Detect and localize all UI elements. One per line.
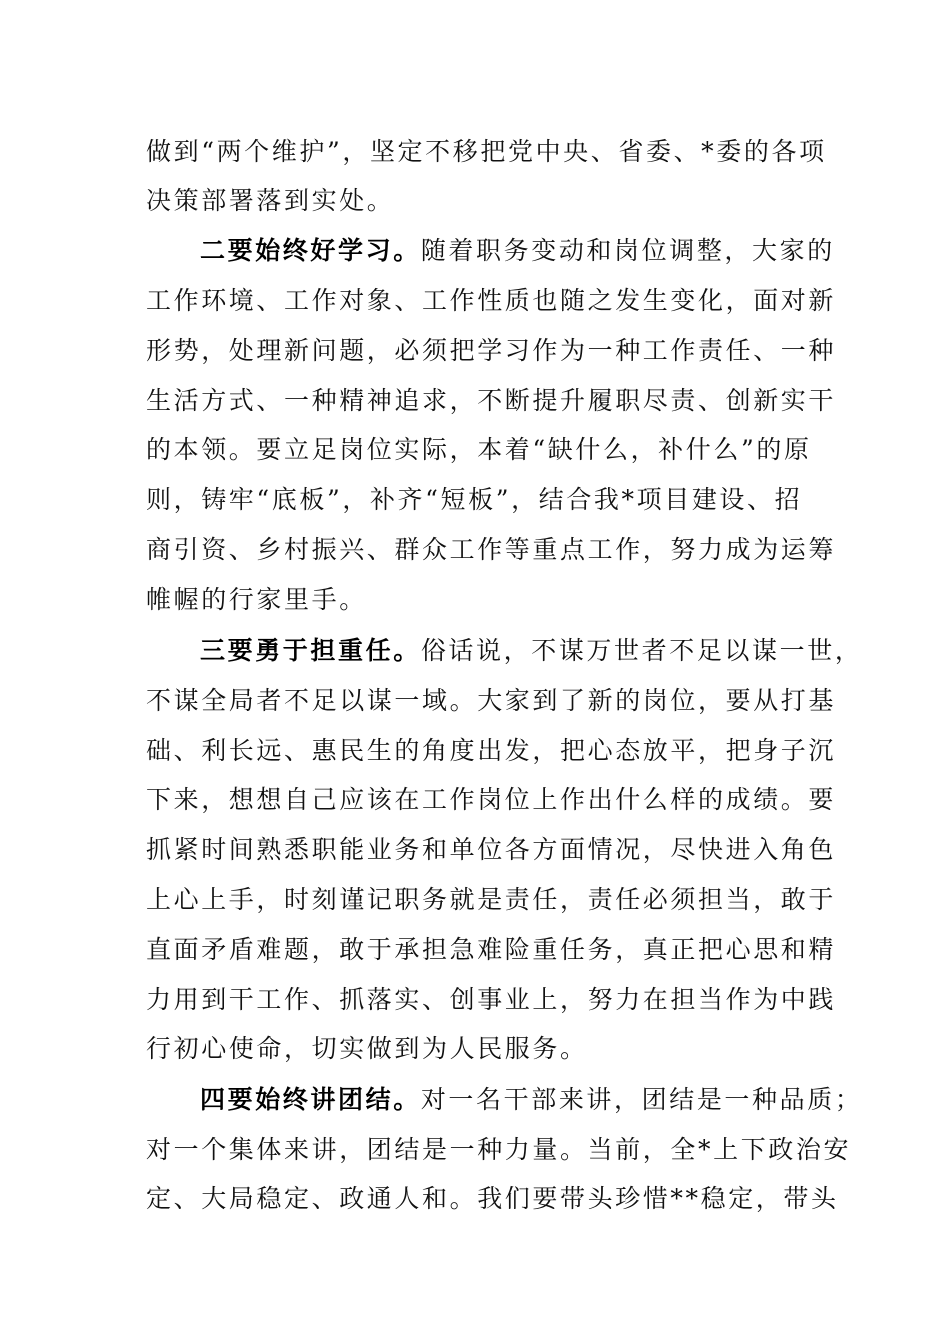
line-text: 抓紧时间熟悉职能业务和单位各方面情况，尽快进入角色 bbox=[146, 835, 837, 864]
text-line bbox=[146, 535, 836, 565]
paragraph-first-line bbox=[200, 236, 835, 266]
line-text: 工作环境、工作对象、工作性质也随之发生变化，面对新 bbox=[146, 286, 837, 315]
line-text: 生活方式、一种精神追求，不断提升履职尽责、创新实干 bbox=[146, 386, 837, 415]
section-heading: 二要始终好学习。 bbox=[200, 236, 421, 265]
line-text: 直面矛盾难题，敢于承担急难险重任务，真正把心思和精 bbox=[146, 935, 837, 964]
section-heading: 三要勇于担重任。 bbox=[200, 636, 421, 665]
section-heading: 四要始终讲团结。 bbox=[200, 1085, 421, 1114]
line-text: 俗话说，不谋万世者不足以谋一世， bbox=[420, 636, 863, 665]
line-text: 对一名干部来讲，团结是一种品质； bbox=[420, 1085, 863, 1114]
text-line bbox=[146, 835, 836, 865]
line-text: 决策部署落到实处。 bbox=[146, 186, 395, 215]
line-text: 对一个集体来讲，团结是一种力量。当前，全*上下政治安 bbox=[146, 1135, 852, 1164]
text-line bbox=[146, 736, 836, 766]
text-line bbox=[146, 186, 394, 216]
text-line bbox=[146, 286, 836, 316]
line-text: 随着职务变动和岗位调整，大家的 bbox=[420, 236, 835, 265]
line-text: 定、大局稳定、政通人和。我们要带头珍惜**稳定，带头 bbox=[146, 1184, 839, 1213]
line-text: 不谋全局者不足以谋一域。大家到了新的岗位，要从打基 bbox=[146, 686, 837, 715]
line-text: 形势，处理新问题，必须把学习作为一种工作责任、一种 bbox=[146, 336, 837, 365]
line-text: 础、利长远、惠民生的角度出发，把心态放平，把身子沉 bbox=[146, 736, 837, 765]
text-line bbox=[146, 1184, 839, 1214]
text-line bbox=[146, 785, 836, 815]
line-text: 商引资、乡村振兴、群众工作等重点工作，努力成为运筹 bbox=[146, 535, 837, 564]
text-line bbox=[146, 935, 836, 965]
text-line bbox=[146, 435, 812, 465]
paragraph-first-line bbox=[200, 636, 862, 666]
text-line bbox=[146, 386, 836, 416]
line-text: 的本领。要立足岗位实际，本着“缺什么，补什么”的原 bbox=[146, 435, 812, 464]
text-line bbox=[146, 585, 367, 615]
text-line bbox=[146, 137, 827, 167]
text-line bbox=[146, 985, 836, 1015]
paragraph-first-line bbox=[200, 1085, 862, 1115]
line-text: 力用到干工作、抓落实、创事业上，努力在担当作为中践 bbox=[146, 985, 837, 1014]
text-line bbox=[146, 885, 836, 915]
line-text: 下来，想想自己应该在工作岗位上作出什么样的成绩。要 bbox=[146, 785, 837, 814]
line-text: 上心上手，时刻谨记职务就是责任，责任必须担当，敢于 bbox=[146, 885, 837, 914]
text-line bbox=[146, 1135, 851, 1165]
text-line bbox=[146, 686, 836, 716]
line-text: 做到“两个维护”，坚定不移把党中央、省委、*委的各项 bbox=[146, 137, 827, 166]
text-line bbox=[146, 1034, 588, 1064]
text-line bbox=[146, 336, 836, 366]
line-text: 帷幄的行家里手。 bbox=[146, 585, 367, 614]
line-text: 行初心使命，切实做到为人民服务。 bbox=[146, 1034, 588, 1063]
text-line bbox=[146, 485, 802, 515]
line-text: 则，铸牢“底板”，补齐“短板”，结合我*项目建设、招 bbox=[146, 485, 803, 514]
